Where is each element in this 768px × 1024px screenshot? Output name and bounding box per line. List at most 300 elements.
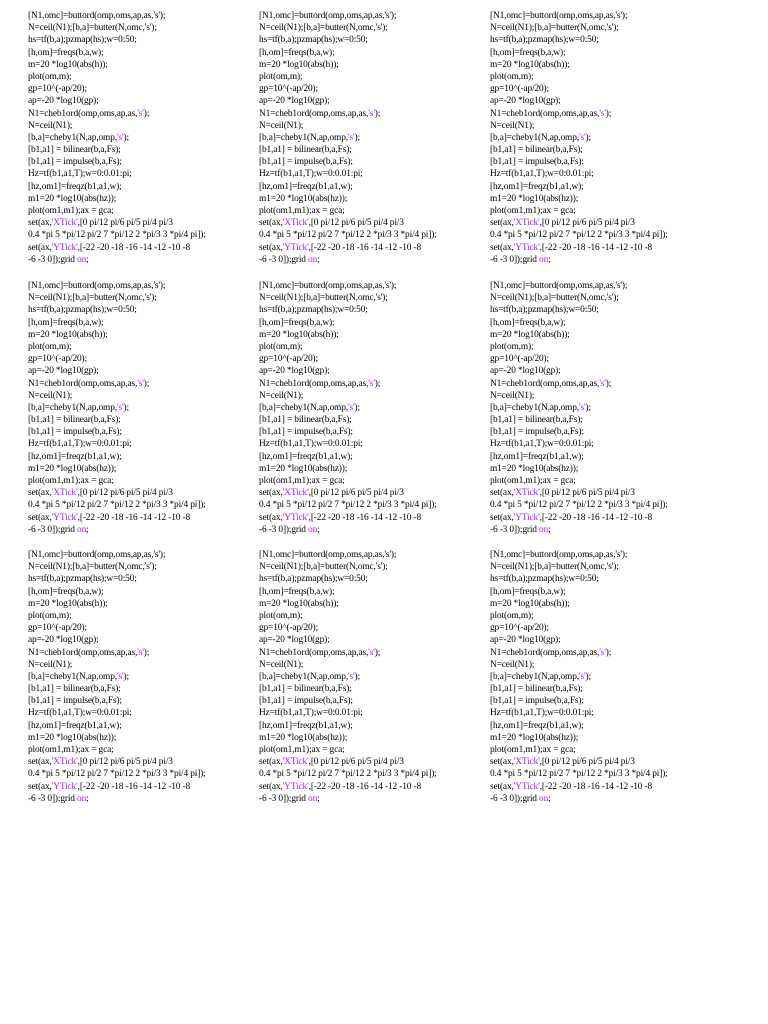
code-line (490, 156, 718, 168)
code-text: m=20 *log10(abs(h)); (490, 598, 570, 609)
string-literal: 's' (599, 108, 606, 119)
code-line (28, 671, 256, 683)
code-text: set(ax, (28, 757, 52, 768)
code-text: ; (86, 793, 89, 804)
code-text: m1=20 *log10(abs(hz)); (490, 732, 579, 743)
code-line (259, 280, 487, 292)
string-literal: 's' (599, 378, 606, 389)
code-line (28, 549, 256, 561)
code-text: -6 -3 0]);grid (28, 793, 78, 804)
code-line (490, 622, 718, 634)
code-text: N=ceil(N1); (490, 120, 535, 131)
code-text: ; (548, 793, 551, 804)
code-text: m1=20 *log10(abs(hz)); (28, 463, 117, 474)
code-text: [b1,a1] = bilinear(b,a,Fs); (259, 145, 352, 156)
code-line (490, 438, 718, 450)
code-line (490, 120, 718, 132)
code-text: N=ceil(N1); (259, 120, 304, 131)
code-text: hs=tf(b,a);pzmap(hs);w=0:50; (259, 305, 368, 316)
code-line (259, 292, 487, 304)
code-line (28, 463, 256, 475)
code-text: Hz=tf(b1,a1,T);w=0:0.01:pi; (28, 439, 132, 450)
code-line (259, 744, 487, 756)
code-line (28, 95, 256, 107)
code-text: ); (354, 402, 360, 413)
code-line (28, 205, 256, 217)
code-text: ap=-20 *log10(gp); (490, 635, 561, 646)
code-text: Hz=tf(b1,a1,T);w=0:0.01:pi; (490, 439, 594, 450)
string-literal: 's' (347, 671, 355, 682)
code-text: gp=10^(-ap/20); (28, 623, 87, 634)
code-line (259, 156, 487, 168)
code-text: ap=-20 *log10(gp); (28, 635, 99, 646)
code-line (259, 487, 487, 499)
code-text: set(ax, (259, 781, 283, 792)
code-text: ,[0 pi/12 pi/6 pi/5 pi/4 pi/3 (308, 488, 404, 499)
code-text: 0.4 *pi 5 *pi/12 pi/2 7 *pi/12 2 *pi/3 3 *pi/4 pi]); (259, 769, 437, 780)
string-literal: 'XTick' (51, 218, 78, 229)
code-line (28, 732, 256, 744)
code-line (259, 634, 487, 646)
code-text: set(ax, (259, 512, 283, 523)
code-line (259, 229, 487, 241)
code-text: [h,om]=freqs(b,a,w); (28, 47, 104, 58)
code-text: Hz=tf(b1,a1,T);w=0:0.01:pi; (259, 439, 363, 450)
code-text: -6 -3 0]);grid (259, 254, 309, 265)
code-text: m=20 *log10(abs(h)); (28, 329, 108, 340)
code-line (490, 329, 718, 341)
code-line (259, 598, 487, 610)
code-text: Hz=tf(b1,a1,T);w=0:0.01:pi; (490, 169, 594, 180)
code-text: plot(om,m); (490, 341, 534, 352)
code-line (28, 193, 256, 205)
code-line (259, 242, 487, 254)
code-text: hs=tf(b,a);pzmap(hs);w=0:50; (259, 574, 368, 585)
code-line (28, 659, 256, 671)
code-line (28, 414, 256, 426)
code-line (490, 292, 718, 304)
code-text: ,[0 pi/12 pi/6 pi/5 pi/4 pi/3 (539, 757, 635, 768)
code-line (490, 744, 718, 756)
keyword: on (77, 524, 87, 535)
code-line (28, 144, 256, 156)
code-text: plot(om1,m1);ax = gca; (259, 206, 345, 216)
code-text: [hz,om1]=freqz(b1,a1,w); (28, 720, 122, 731)
code-text: gp=10^(-ap/20); (490, 354, 549, 365)
code-text: plot(om1,m1);ax = gca; (490, 206, 576, 216)
code-text: [b1,a1] = impulse(b,a,Fs); (28, 696, 122, 707)
code-text: ); (374, 378, 381, 389)
code-line (28, 781, 256, 793)
code-line (259, 573, 487, 585)
keyword: on (539, 793, 549, 804)
code-line (259, 108, 487, 120)
code-text: ,[-22 -20 -18 -16 -14 -12 -10 -8 (539, 781, 653, 792)
code-text: m1=20 *log10(abs(hz)); (28, 732, 117, 743)
code-text: ); (585, 671, 591, 682)
code-text: -6 -3 0]);grid (490, 254, 540, 265)
code-text: N=ceil(N1); (28, 120, 73, 131)
code-text: [hz,om1]=freqz(b1,a1,w); (259, 720, 353, 731)
code-text: ; (317, 254, 320, 265)
code-line (28, 365, 256, 377)
code-line (490, 304, 718, 316)
code-text: [b,a]=cheby1(N,ap,omp, (28, 402, 117, 413)
code-text: hs=tf(b,a);pzmap(hs);w=0:50; (28, 35, 137, 46)
code-line (259, 59, 487, 71)
code-line (490, 71, 718, 83)
code-text: [hz,om1]=freqz(b1,a1,w); (490, 451, 584, 462)
code-text: [b1,a1] = impulse(b,a,Fs); (490, 696, 584, 707)
code-line (490, 47, 718, 59)
code-line (28, 683, 256, 695)
code-text: [hz,om1]=freqz(b1,a1,w); (28, 181, 122, 192)
keyword: on (77, 793, 87, 804)
code-text: [b1,a1] = bilinear(b,a,Fs); (490, 684, 583, 695)
code-line (490, 402, 718, 414)
code-text: ,[0 pi/12 pi/6 pi/5 pi/4 pi/3 (77, 757, 173, 768)
code-line (259, 512, 487, 524)
code-line (28, 647, 256, 659)
code-text: [h,om]=freqs(b,a,w); (259, 47, 335, 58)
string-literal: 's' (116, 402, 124, 413)
code-text: ); (143, 378, 150, 389)
code-line (259, 317, 487, 329)
code-text: ap=-20 *log10(gp); (28, 96, 99, 107)
keyword: on (539, 524, 549, 535)
code-line (490, 132, 718, 144)
code-text: [N1,omc]=buttord(omp,oms,ap,as,'s'); (259, 11, 397, 21)
code-text: 0.4 *pi 5 *pi/12 pi/2 7 *pi/12 2 *pi/3 3 *pi/4 pi]); (490, 500, 668, 511)
code-text: ; (548, 254, 551, 265)
code-line (28, 512, 256, 524)
code-text: set(ax, (490, 488, 514, 499)
code-line (490, 720, 718, 732)
string-literal: 's' (137, 378, 144, 389)
code-line (490, 378, 718, 390)
code-text: [b1,a1] = impulse(b,a,Fs); (259, 696, 353, 707)
code-text: hs=tf(b,a);pzmap(hs);w=0:50; (490, 35, 599, 46)
code-text: N=ceil(N1); (259, 659, 304, 670)
code-text: m=20 *log10(abs(h)); (28, 598, 108, 609)
code-text: ; (86, 254, 89, 265)
code-line (28, 22, 256, 34)
code-line (28, 634, 256, 646)
code-line (259, 329, 487, 341)
code-text: ,[-22 -20 -18 -16 -14 -12 -10 -8 (539, 512, 653, 523)
code-line (28, 71, 256, 83)
code-line (28, 451, 256, 463)
code-text: [b,a]=cheby1(N,ap,omp, (259, 132, 348, 143)
code-text: 0.4 *pi 5 *pi/12 pi/2 7 *pi/12 2 *pi/3 3 *pi/4 pi]); (490, 230, 668, 241)
code-text: gp=10^(-ap/20); (259, 354, 318, 365)
code-text: ,[-22 -20 -18 -16 -14 -12 -10 -8 (308, 781, 422, 792)
code-line (259, 168, 487, 180)
string-literal: 'YTick' (282, 242, 309, 253)
code-text: plot(om,m); (490, 71, 534, 82)
code-line (259, 732, 487, 744)
code-text: ); (585, 132, 591, 143)
code-block (490, 10, 718, 266)
code-line (259, 586, 487, 598)
code-line (490, 647, 718, 659)
code-block (259, 10, 487, 266)
code-text: ); (143, 108, 150, 119)
string-literal: 'XTick' (513, 757, 540, 768)
code-line (259, 10, 487, 22)
code-line (28, 353, 256, 365)
string-literal: 's' (347, 132, 355, 143)
code-text: N1=cheb1ord(omp,oms,ap,as, (28, 378, 138, 389)
code-text: hs=tf(b,a);pzmap(hs);w=0:50; (259, 35, 368, 46)
code-text: [b1,a1] = bilinear(b,a,Fs); (490, 145, 583, 156)
string-literal: 's' (137, 108, 144, 119)
code-text: m=20 *log10(abs(h)); (490, 329, 570, 340)
code-line (28, 390, 256, 402)
code-text: Hz=tf(b1,a1,T);w=0:0.01:pi; (259, 169, 363, 180)
code-text: plot(om,m); (28, 341, 72, 352)
code-line (28, 598, 256, 610)
code-line (28, 280, 256, 292)
code-line (490, 781, 718, 793)
code-line (490, 414, 718, 426)
code-line (259, 181, 487, 193)
code-line (490, 168, 718, 180)
code-line (28, 108, 256, 120)
string-literal: 'YTick' (51, 781, 78, 792)
code-text: hs=tf(b,a);pzmap(hs);w=0:50; (28, 305, 137, 316)
code-block (490, 280, 718, 536)
code-line (259, 438, 487, 450)
code-text: ,[-22 -20 -18 -16 -14 -12 -10 -8 (77, 512, 191, 523)
code-line (490, 59, 718, 71)
code-text: gp=10^(-ap/20); (259, 84, 318, 95)
code-line (490, 793, 718, 805)
code-text: set(ax, (28, 512, 52, 523)
code-text: [hz,om1]=freqz(b1,a1,w); (490, 181, 584, 192)
string-literal: 's' (578, 402, 586, 413)
code-line (490, 487, 718, 499)
code-text: [b1,a1] = bilinear(b,a,Fs); (490, 415, 583, 426)
code-line (259, 402, 487, 414)
code-line (259, 781, 487, 793)
code-line (490, 193, 718, 205)
code-line (28, 317, 256, 329)
string-literal: 'XTick' (51, 488, 78, 499)
code-block (490, 549, 718, 805)
code-line (490, 10, 718, 22)
string-literal: 'XTick' (282, 488, 309, 499)
code-line (28, 132, 256, 144)
code-line (259, 414, 487, 426)
code-text: Hz=tf(b1,a1,T);w=0:0.01:pi; (28, 169, 132, 180)
code-text: ); (585, 402, 591, 413)
code-line (28, 59, 256, 71)
code-text: [N1,omc]=buttord(omp,oms,ap,as,'s'); (28, 11, 166, 21)
code-line (259, 475, 487, 487)
code-text: plot(om1,m1);ax = gca; (28, 745, 114, 755)
code-block (28, 10, 256, 266)
code-line (28, 524, 256, 536)
code-text: plot(om,m); (28, 71, 72, 82)
code-text: plot(om1,m1);ax = gca; (28, 206, 114, 216)
code-text: plot(om1,m1);ax = gca; (259, 476, 345, 486)
code-text: ; (548, 524, 551, 535)
code-line (490, 365, 718, 377)
code-line (259, 695, 487, 707)
code-line (259, 720, 487, 732)
code-text: plot(om,m); (259, 71, 303, 82)
code-line (490, 451, 718, 463)
code-line (490, 95, 718, 107)
code-text: [N1,omc]=buttord(omp,oms,ap,as,'s'); (490, 550, 628, 560)
code-line (259, 610, 487, 622)
string-literal: 's' (137, 647, 144, 658)
code-text: N1=cheb1ord(omp,oms,ap,as, (490, 108, 600, 119)
code-line (28, 561, 256, 573)
string-literal: 'YTick' (513, 242, 540, 253)
code-line (28, 168, 256, 180)
code-text: N=ceil(N1); (490, 390, 535, 401)
code-text: set(ax, (28, 218, 52, 229)
code-line (259, 365, 487, 377)
code-text: N=ceil(N1); (490, 659, 535, 670)
code-text: -6 -3 0]);grid (28, 254, 78, 265)
code-text: ,[0 pi/12 pi/6 pi/5 pi/4 pi/3 (308, 757, 404, 768)
code-line (259, 193, 487, 205)
code-text: [b1,a1] = impulse(b,a,Fs); (490, 427, 584, 438)
code-line (28, 610, 256, 622)
code-line (28, 217, 256, 229)
string-literal: 'XTick' (282, 757, 309, 768)
code-text: [N1,omc]=buttord(omp,oms,ap,as,'s'); (28, 550, 166, 560)
code-line (490, 598, 718, 610)
code-text: ); (605, 108, 612, 119)
code-text: m1=20 *log10(abs(hz)); (259, 193, 348, 204)
code-text: N1=cheb1ord(omp,oms,ap,as, (259, 647, 369, 658)
code-line (490, 499, 718, 511)
code-line (490, 144, 718, 156)
code-text: ); (374, 647, 381, 658)
code-text: set(ax, (490, 757, 514, 768)
code-text: ap=-20 *log10(gp); (259, 96, 330, 107)
code-line (259, 756, 487, 768)
code-line (259, 671, 487, 683)
code-line (28, 695, 256, 707)
code-line (28, 229, 256, 241)
code-text: m=20 *log10(abs(h)); (490, 59, 570, 70)
code-text: N1=cheb1ord(omp,oms,ap,as, (28, 108, 138, 119)
code-line (259, 707, 487, 719)
code-text: [b1,a1] = impulse(b,a,Fs); (259, 427, 353, 438)
code-line (490, 426, 718, 438)
code-line (28, 475, 256, 487)
keyword: on (308, 254, 318, 265)
code-text: [b,a]=cheby1(N,ap,omp, (490, 671, 579, 682)
code-line (28, 487, 256, 499)
code-line (28, 707, 256, 719)
code-line (490, 586, 718, 598)
string-literal: 's' (116, 671, 124, 682)
code-line (490, 659, 718, 671)
code-text: N1=cheb1ord(omp,oms,ap,as, (28, 647, 138, 658)
code-text: ,[0 pi/12 pi/6 pi/5 pi/4 pi/3 (77, 488, 173, 499)
code-text: set(ax, (490, 242, 514, 253)
code-text: ap=-20 *log10(gp); (259, 366, 330, 377)
code-line (490, 524, 718, 536)
code-text: N1=cheb1ord(omp,oms,ap,as, (490, 647, 600, 658)
code-text: ); (605, 378, 612, 389)
code-text: -6 -3 0]);grid (490, 524, 540, 535)
code-text: N=ceil(N1);[b,a]=butter(N,omc,'s'); (490, 562, 619, 573)
code-line (490, 732, 718, 744)
code-text: hs=tf(b,a);pzmap(hs);w=0:50; (28, 574, 137, 585)
code-text: N=ceil(N1);[b,a]=butter(N,omc,'s'); (259, 23, 388, 34)
code-line (490, 22, 718, 34)
code-text: 0.4 *pi 5 *pi/12 pi/2 7 *pi/12 2 *pi/3 3 *pi/4 pi]); (259, 230, 437, 241)
code-line (490, 108, 718, 120)
code-line (28, 402, 256, 414)
code-text: [hz,om1]=freqz(b1,a1,w); (28, 451, 122, 462)
code-line (259, 205, 487, 217)
code-line (259, 47, 487, 59)
keyword: on (308, 793, 318, 804)
code-text: ,[-22 -20 -18 -16 -14 -12 -10 -8 (77, 242, 191, 253)
code-text: set(ax, (490, 218, 514, 229)
code-text: ap=-20 *log10(gp); (490, 366, 561, 377)
code-line (490, 695, 718, 707)
string-literal: 'YTick' (513, 781, 540, 792)
code-line (490, 217, 718, 229)
code-line (259, 95, 487, 107)
code-text: set(ax, (259, 242, 283, 253)
code-text: N=ceil(N1);[b,a]=butter(N,omc,'s'); (28, 23, 157, 34)
code-text: 0.4 *pi 5 *pi/12 pi/2 7 *pi/12 2 *pi/3 3 *pi/4 pi]); (28, 500, 206, 511)
code-text: N=ceil(N1); (259, 390, 304, 401)
code-line (259, 378, 487, 390)
code-line (28, 720, 256, 732)
code-line (28, 426, 256, 438)
code-text: gp=10^(-ap/20); (28, 354, 87, 365)
code-line (259, 426, 487, 438)
code-text: ); (143, 647, 150, 658)
code-line (259, 341, 487, 353)
code-text: [h,om]=freqs(b,a,w); (490, 586, 566, 597)
code-text: ); (374, 108, 381, 119)
code-text: ); (605, 647, 612, 658)
code-line (259, 304, 487, 316)
string-literal: 'XTick' (513, 218, 540, 229)
code-text: ,[0 pi/12 pi/6 pi/5 pi/4 pi/3 (308, 218, 404, 229)
code-text: [b1,a1] = impulse(b,a,Fs); (28, 157, 122, 168)
code-text: N1=cheb1ord(omp,oms,ap,as, (259, 108, 369, 119)
code-line (259, 22, 487, 34)
code-text: plot(om,m); (28, 610, 72, 621)
code-line (490, 229, 718, 241)
code-line (28, 341, 256, 353)
code-text: [N1,omc]=buttord(omp,oms,ap,as,'s'); (490, 281, 628, 291)
code-text: 0.4 *pi 5 *pi/12 pi/2 7 *pi/12 2 *pi/3 3 *pi/4 pi]); (28, 769, 206, 780)
code-line (259, 71, 487, 83)
code-line (28, 499, 256, 511)
code-text: 0.4 *pi 5 *pi/12 pi/2 7 *pi/12 2 *pi/3 3 *pi/4 pi]); (490, 769, 668, 780)
code-text: [b,a]=cheby1(N,ap,omp, (259, 671, 348, 682)
code-text: hs=tf(b,a);pzmap(hs);w=0:50; (490, 574, 599, 585)
code-line (28, 573, 256, 585)
string-literal: 'XTick' (513, 488, 540, 499)
code-line (28, 254, 256, 266)
code-text: m1=20 *log10(abs(hz)); (259, 463, 348, 474)
